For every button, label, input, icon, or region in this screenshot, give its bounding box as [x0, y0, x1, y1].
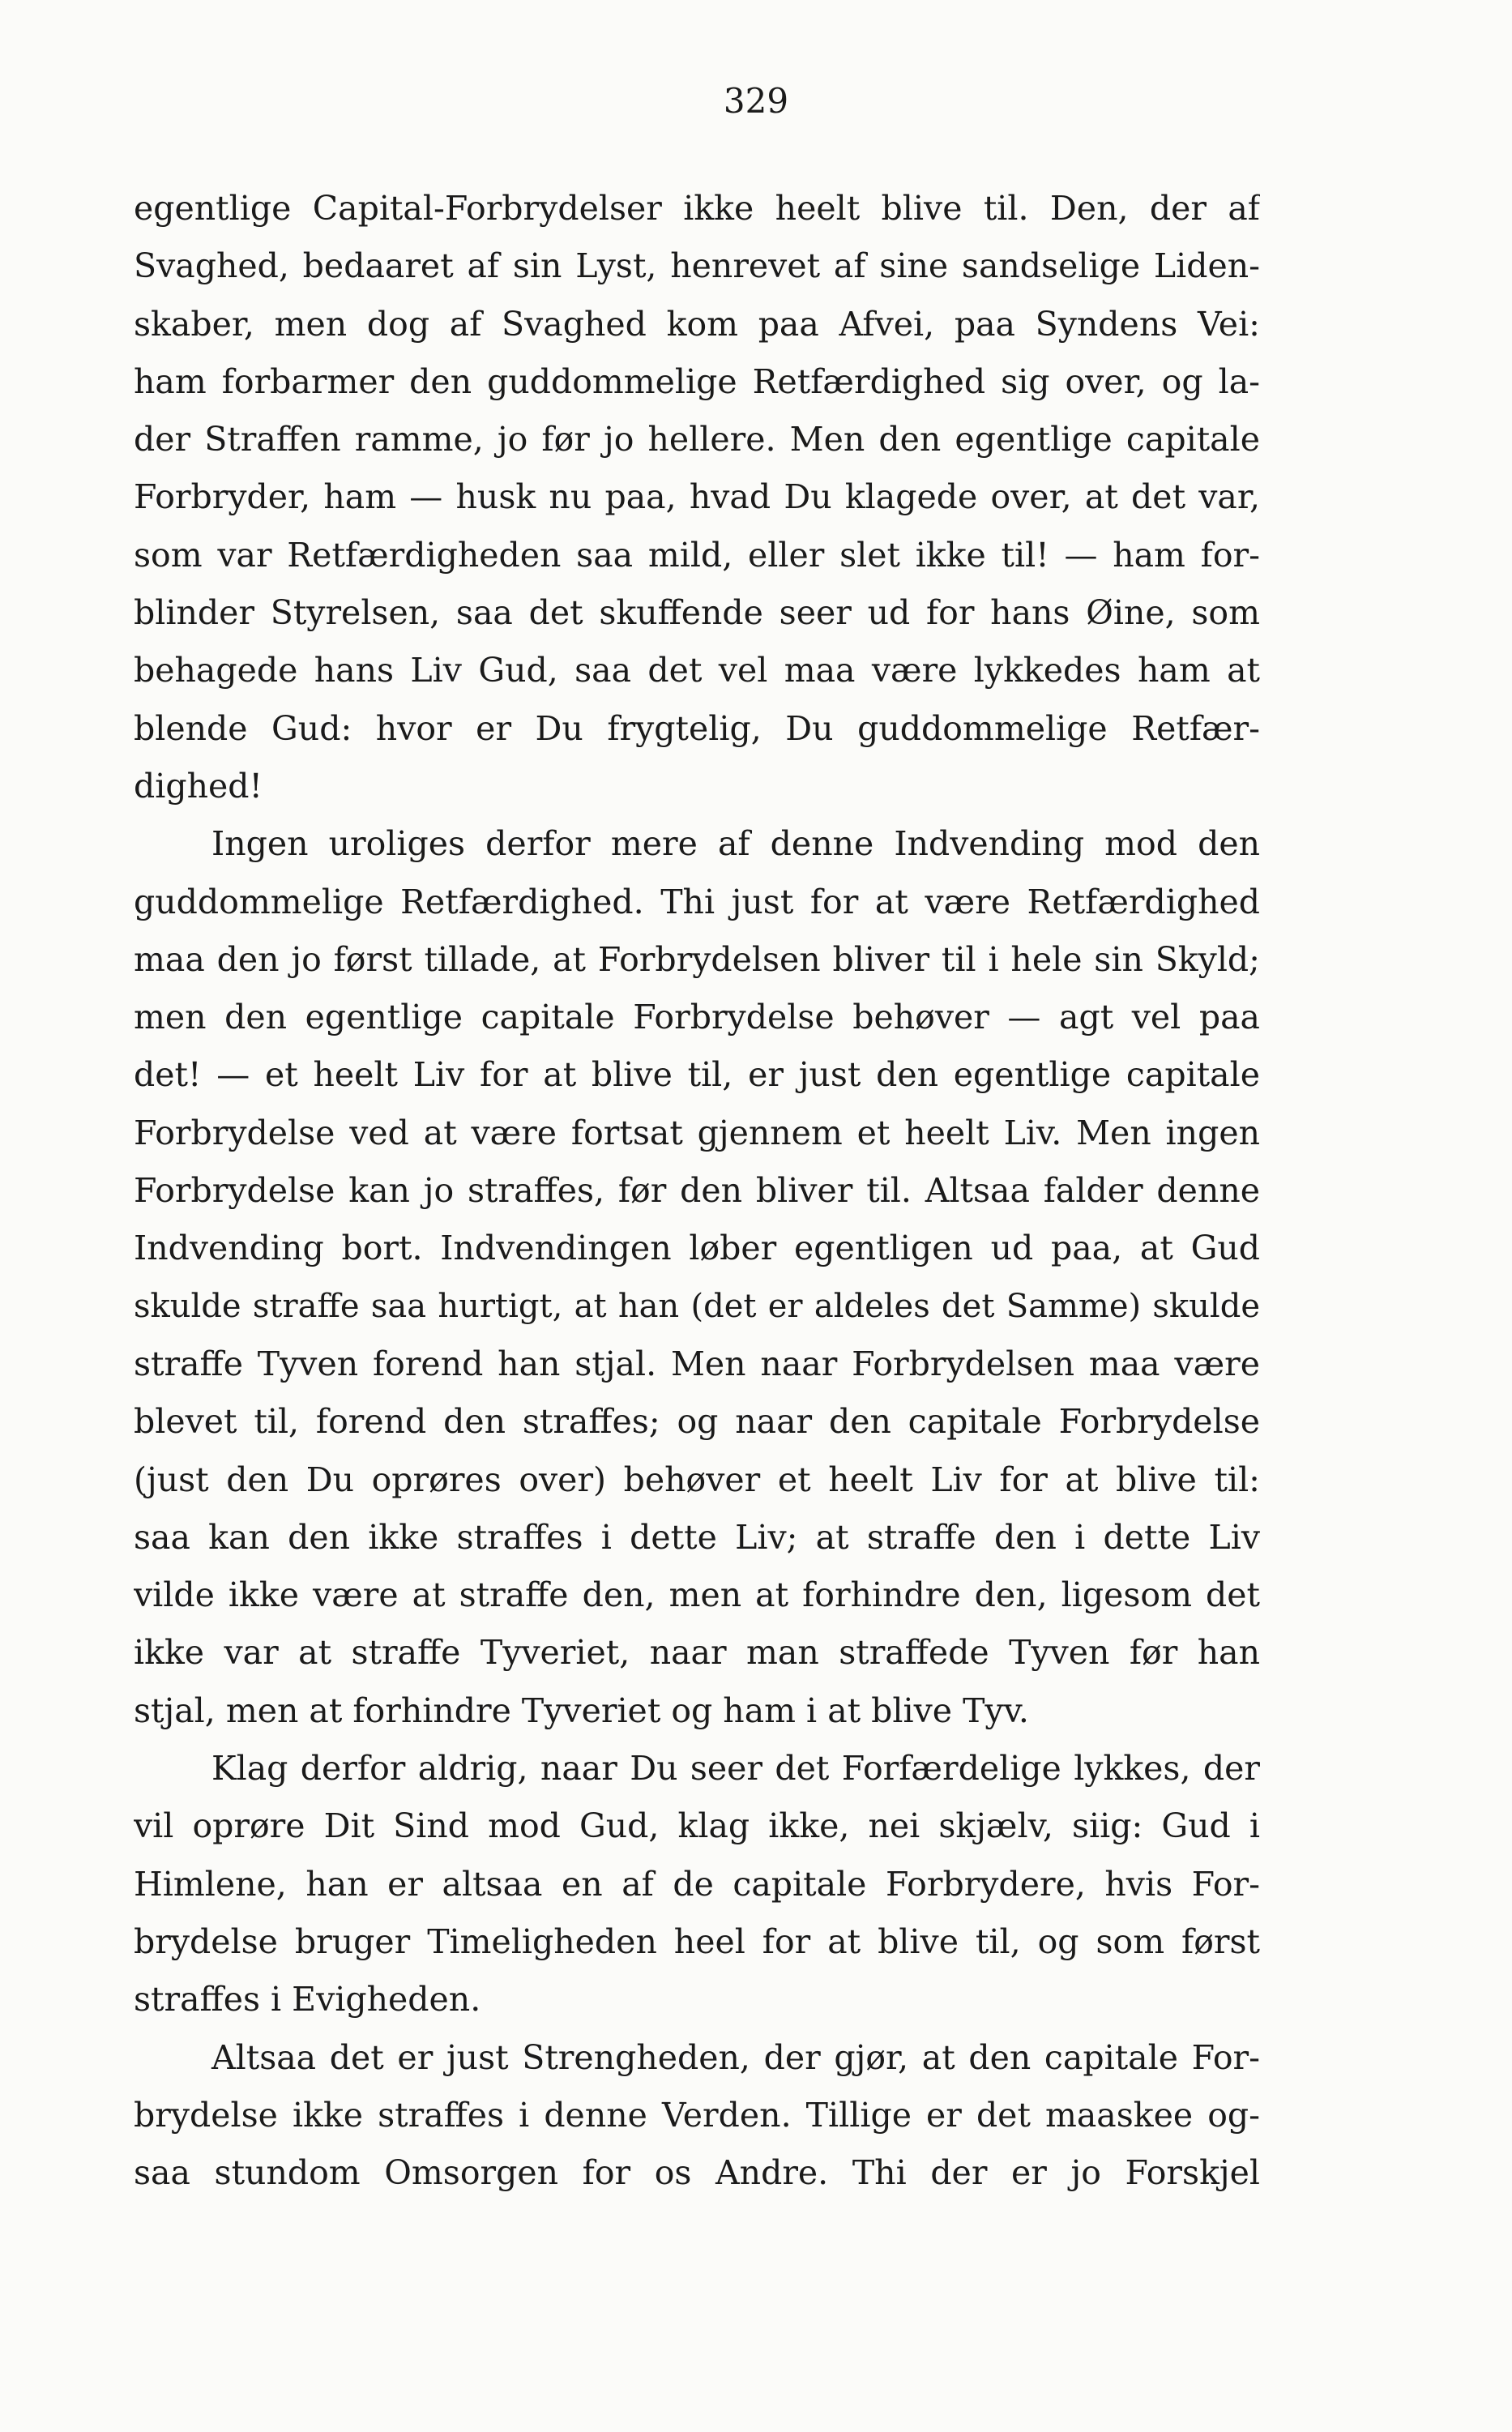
text-line: Ingen uroliges derfor mere af denne Indvending mod den	[211, 824, 1260, 864]
text-line: behagede hans Liv Gud, saa det vel maa være lykkedes ham at	[134, 651, 1260, 690]
page-number: 329	[723, 81, 789, 121]
text-line: straffe Tyven forend han stjal. Men naar Forbrydelsen maa være	[134, 1344, 1260, 1383]
text-line: saa kan den ikke straffes i dette Liv; at straffe den i dette Liv	[134, 1517, 1260, 1557]
text-line: vilde ikke være at straffe den, men at forhindre den, ligesom det	[134, 1575, 1260, 1615]
text-line: egentlige Capital-Forbrydelser ikke heelt blive til. Den, der af	[134, 189, 1260, 228]
text-line: stjal, men at forhindre Tyveriet og ham i at blive Tyv.	[134, 1690, 1029, 1730]
text-line: dighed!	[134, 766, 263, 806]
text-line: Indvending bort. Indvendingen løber egentligen ud paa, at Gud	[134, 1229, 1260, 1268]
text-line: blende Gud: hvor er Du frygtelig, Du guddommelige Retfær-	[134, 708, 1260, 748]
text-line: maa den jo først tillade, at Forbrydelsen bliver til i hele sin Skyld;	[134, 939, 1260, 979]
text-line: straffes i Evigheden.	[134, 1980, 481, 2020]
text-line: vil oprøre Dit Sind mod Gud, klag ikke, nei skjælv, siig: Gud i	[134, 1806, 1260, 1846]
text-line: ham forbarmer den guddommelige Retfærdighed sig over, og la-	[134, 361, 1260, 401]
text-line: Forbrydelse kan jo straffes, før den bliver til. Altsaa falder denne	[134, 1171, 1260, 1211]
text-line: Forbrydelse ved at være fortsat gjennem et heelt Liv. Men ingen	[134, 1113, 1260, 1152]
text-line: det! — et heelt Liv for at blive til, er just den egentlige capitale	[134, 1055, 1260, 1095]
text-line: skaber, men dog af Svaghed kom paa Afvei, paa Syndens Vei:	[134, 304, 1260, 344]
text-line: brydelse ikke straffes i denne Verden. Tillige er det maaskee og-	[134, 2095, 1260, 2135]
text-line: Klag derfor aldrig, naar Du seer det Forfærdelige lykkes, der	[211, 1749, 1260, 1789]
text-line: (just den Du oprøres over) behøver et heelt Liv for at blive til:	[134, 1460, 1260, 1499]
text-line: guddommelige Retfærdighed. Thi just for at være Retfærdighed	[134, 882, 1260, 921]
text-line: som var Retfærdigheden saa mild, eller slet ikke til! — ham for-	[134, 535, 1260, 575]
text-line: Himlene, han er altsaa en af de capitale Forbrydere, hvis For-	[134, 1864, 1260, 1904]
text-line: ikke var at straffe Tyveriet, naar man straffede Tyven før han	[134, 1633, 1260, 1673]
text-line: saa stundom Omsorgen for os Andre. Thi der er jo Forskjel	[134, 2153, 1260, 2193]
text-line: der Straffen ramme, jo før jo hellere. Men den egentlige capitale	[134, 420, 1260, 459]
text-line: blevet til, forend den straffes; og naar den capitale Forbrydelse	[134, 1402, 1260, 1442]
text-line: Svaghed, bedaaret af sin Lyst, henrevet af sine sandselige Liden-	[134, 246, 1260, 286]
body-text	[134, 180, 1260, 2202]
text-line: brydelse bruger Timeligheden heel for at blive til, og som først	[134, 1921, 1260, 1961]
text-line: Altsaa det er just Strengheden, der gjør, at den capitale For-	[211, 2037, 1260, 2077]
text-line: blinder Styrelsen, saa det skuffende seer ud for hans Øine, som	[134, 593, 1260, 633]
text-line: skulde straffe saa hurtigt, at han (det er aldeles det Samme) skulde	[134, 1287, 1260, 1325]
text-line: men den egentlige capitale Forbrydelse behøver — agt vel paa	[134, 998, 1260, 1037]
text-line: Forbryder, ham — husk nu paa, hvad Du klagede over, at det var,	[134, 477, 1260, 517]
